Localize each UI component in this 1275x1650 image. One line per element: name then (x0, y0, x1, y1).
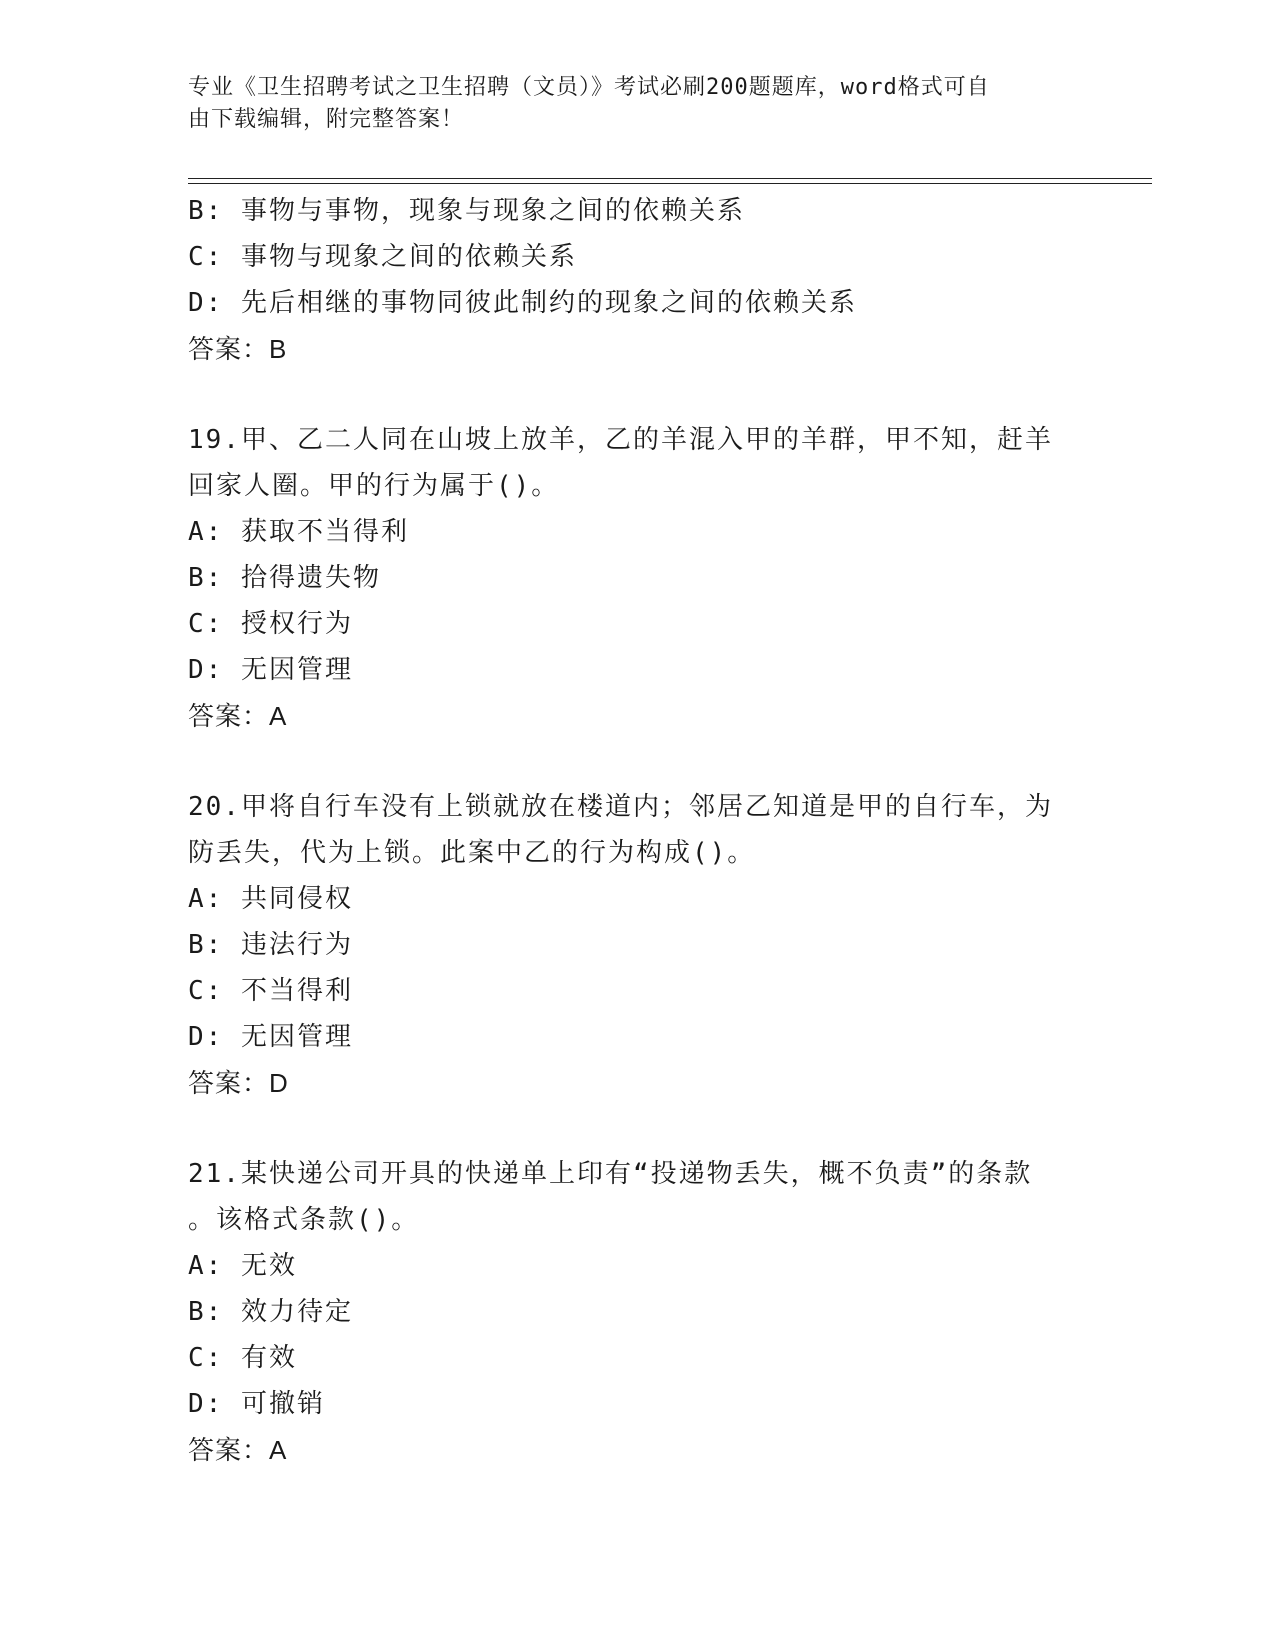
answer: 答案：A (188, 701, 288, 731)
option-b: B: 事物与事物，现象与现象之间的依赖关系 (188, 196, 745, 226)
question-stem-line-2: 防丢失，代为上锁。此案中乙的行为构成()。 (188, 838, 756, 868)
answer: 答案：A (188, 1435, 288, 1465)
option-a: A: 无效 (188, 1251, 297, 1281)
question-list (188, 188, 1088, 1473)
option-d: D: 可撤销 (188, 1389, 325, 1419)
option-d: D: 无因管理 (188, 1022, 353, 1052)
question-stem-line-2: 。该格式条款()。 (188, 1205, 420, 1235)
option-c: C: 事物与现象之间的依赖关系 (188, 242, 577, 272)
option-d: D: 无因管理 (188, 655, 353, 685)
question-stem-line-2: 回家人圈。甲的行为属于()。 (188, 471, 560, 501)
question-stem-line-1: 20.甲将自行车没有上锁就放在楼道内；邻居乙知道是甲的自行车，为 (188, 792, 1053, 822)
question-18-tail (188, 188, 1088, 372)
question-stem-line-1: 19.甲、乙二人同在山坡上放羊，乙的羊混入甲的羊群，甲不知，赶羊 (188, 425, 1053, 455)
option-c: C: 有效 (188, 1343, 297, 1373)
question-stem-line-1: 21.某快递公司开具的快递单上印有“投递物丢失，概不负责”的条款 (188, 1159, 1033, 1189)
answer: 答案：D (188, 1068, 289, 1098)
header-rule-bottom (188, 183, 1152, 184)
option-b: B: 违法行为 (188, 930, 353, 960)
answer: 答案：B (188, 334, 288, 364)
option-c: C: 授权行为 (188, 609, 353, 639)
option-b: B: 拾得遗失物 (188, 563, 381, 593)
option-b: B: 效力待定 (188, 1297, 353, 1327)
document-header (188, 72, 1068, 136)
header-rule-top (188, 178, 1152, 179)
header-line-1: 专业《卫生招聘考试之卫生招聘（文员）》考试必刷200题题库，word格式可自 (188, 75, 990, 100)
question-21 (188, 1151, 1088, 1473)
question-20 (188, 784, 1088, 1106)
option-d: D: 先后相继的事物同彼此制约的现象之间的依赖关系 (188, 288, 857, 318)
option-a: A: 共同侵权 (188, 884, 353, 914)
option-c: C: 不当得利 (188, 976, 353, 1006)
header-line-2: 由下载编辑，附完整答案！ (188, 107, 465, 132)
question-19 (188, 417, 1088, 739)
option-a: A: 获取不当得利 (188, 517, 409, 547)
